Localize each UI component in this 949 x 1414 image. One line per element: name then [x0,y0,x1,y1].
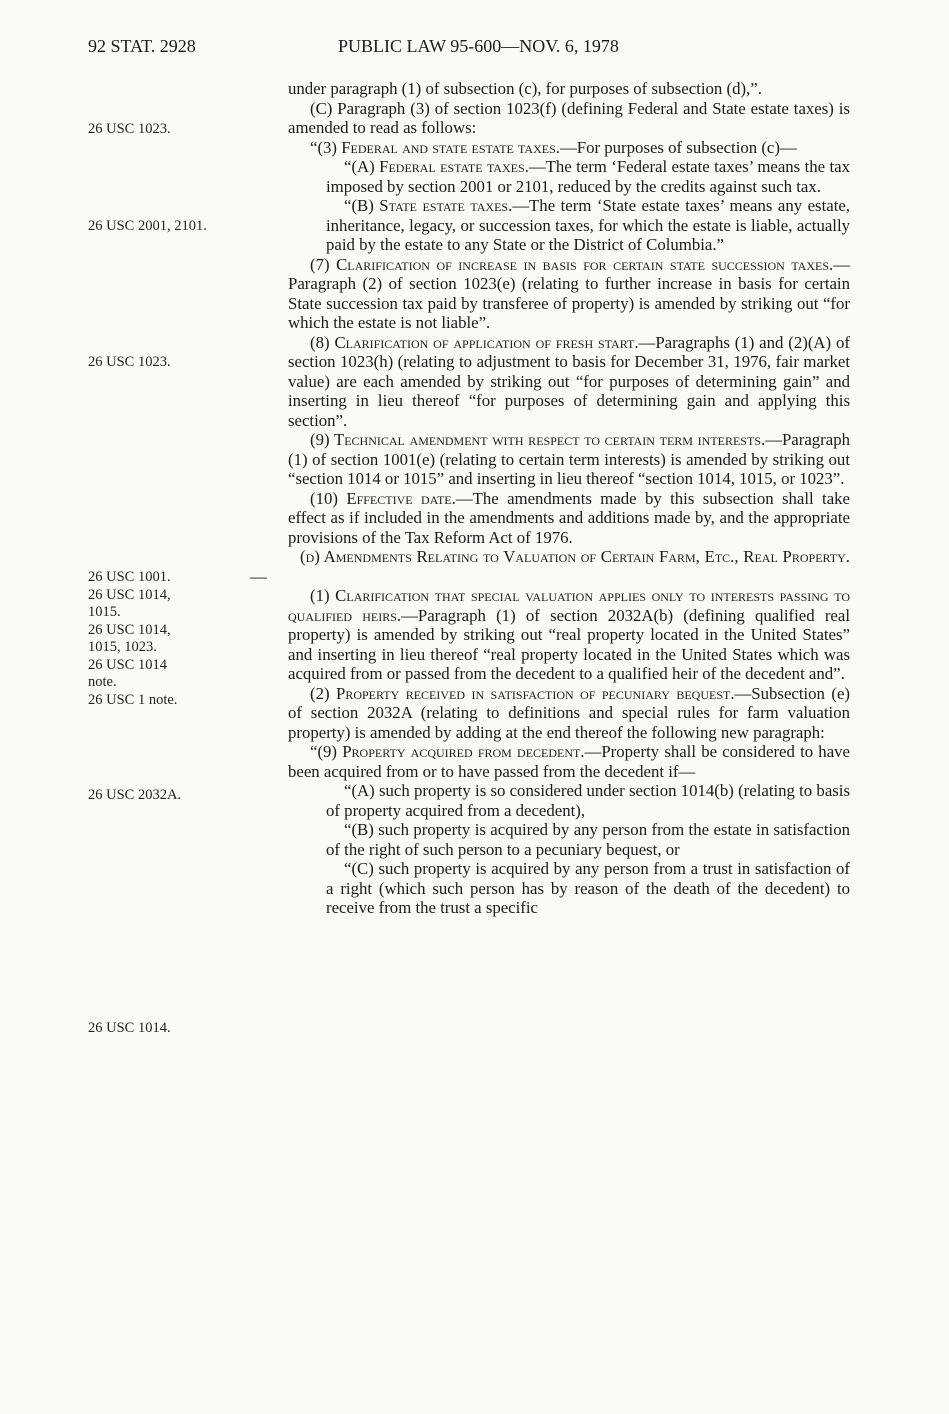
section-heading: (9) Technical amendment with respect to certain term interests. [310,430,766,449]
margin-note: 26 USC 1014, 1015. [88,587,171,620]
paragraph: (1) Clarification that special valuation applies only to interests passing to qualified heirs.—Paragraph (1) of section 2032A(b) (defining qualified real property) is amended by striking out “real property located in the United States” and inserting in lieu thereof “real property located in the United States which was acquired from or passed from the decedent to a qualified heir of the decedent and”. [288,586,850,683]
paragraph: “(B) such property is acquired by any person from the estate in satisfaction of the right of such person to a pecuniary bequest, or [326,820,850,859]
paragraph: (C) Paragraph (3) of section 1023(f) (defining Federal and State estate taxes) is amended to read as follows: [288,98,850,137]
margin-note: 26 USC 2032A. [88,787,182,803]
margin-note: 26 USC 1014. [88,1020,171,1036]
paragraph: (d) Amendments Relating to Valuation of Certain Farm, Etc., Real Property.— [250,547,850,586]
section-heading: “(9) Property acquired from decedent. [310,742,585,761]
paragraph: (7) Clarification of increase in basis for certain state succession taxes.—Paragraph (2) of section 1023(e) (relating to further increase in basis for certain State succession tax paid by transferee of property) is amended by striking out “for which the estate is not liable”. [288,254,850,332]
paragraph: (9) Technical amendment with respect to certain term interests.—Paragraph (1) of section 1001(e) (relating to certain term interests) is amended by striking out “section 1014 or 1015” and inserting in lieu thereof “section 1014, 1015, or 1023”. [288,430,850,488]
paragraph: “(A) such property is so considered under section 1014(b) (relating to basis of property acquired from a decedent), [326,781,850,820]
stat-page-number: 92 STAT. 2928 [88,36,196,56]
margin-note: 26 USC 1023. [88,121,171,137]
margin-note: 26 USC 2001, 2101. [88,218,207,234]
section-heading: (d) Amendments Relating to Valuation of Certain Farm, Etc., Real Property. [300,547,850,566]
paragraph: (2) Property received in satisfaction of pecuniary bequest.—Subsection (e) of section 2032A (relating to definitions and special rules for farm valuation property) is amended by adding at the end thereof the following new paragraph: [288,683,850,742]
margin-note: 26 USC 1023. [88,354,171,370]
margin-note: 26 USC 1 note. [88,692,178,708]
public-law-title: PUBLIC LAW 95-600—NOV. 6, 1978 [338,36,619,56]
page-header [0,36,949,60]
paragraph: “(C) such property is acquired by any person from a trust in satisfaction of a right (which such person has by reason of the death of the decedent) to receive from the trust a specific [326,859,850,917]
paragraph: (10) Effective date.—The amendments made by this subsection shall take effect as if included in the amendments and additions made by, and the appropriate provisions of the Tax Reform Act of 1976. [288,488,850,547]
section-heading: “(B) State estate taxes. [344,196,513,215]
section-heading: (8) Clarification of application of fresh start. [310,332,639,352]
section-heading: (10) Effective date. [310,488,456,508]
paragraph: “(3) Federal and state estate taxes.—For purposes of subsection (c)— [310,137,797,157]
margin-note: 26 USC 1014 note. [88,657,167,690]
section-heading: (7) Clarification of increase in basis for certain state succession taxes. [310,254,834,274]
margin-note: 26 USC 1001. [88,569,171,585]
paragraph: under paragraph (1) of subsection (c), for purposes of subsection (d),”. [288,79,762,98]
paragraph: (8) Clarification of application of fresh start.—Paragraphs (1) and (2)(A) of section 1023(h) (relating to adjustment to basis for December 31, 1976, fair market value) are each amended by striking out “for purposes of determining gain” and inserting in lieu thereof “for purposes of determining gain and applying this section”. [288,332,850,430]
section-heading: (1) Clarification that special valuation applies only to interests passing to qualified heirs. [288,586,850,625]
paragraph: “(A) Federal estate taxes.—The term ‘Federal estate taxes’ means the tax imposed by section 2001 or 2101, reduced by the credits against such tax. [326,157,850,196]
section-heading: “(3) Federal and state estate taxes. [310,137,560,157]
section-heading: “(A) Federal estate taxes. [344,157,529,176]
paragraph: “(9) Property acquired from decedent.—Property shall be considered to have been acquired from or to have passed from the decedent if— [288,742,850,781]
paragraph: “(B) State estate taxes.—The term ‘State estate taxes’ means any estate, inheritance, legacy, or succession taxes, for which the estate is liable, actually paid by the estate to any State or the District of Columbia.” [326,196,850,254]
margin-note: 26 USC 1014, 1015, 1023. [88,622,171,655]
statute-body [250,79,850,918]
section-heading: (2) Property received in satisfaction of pecuniary bequest. [310,683,735,703]
